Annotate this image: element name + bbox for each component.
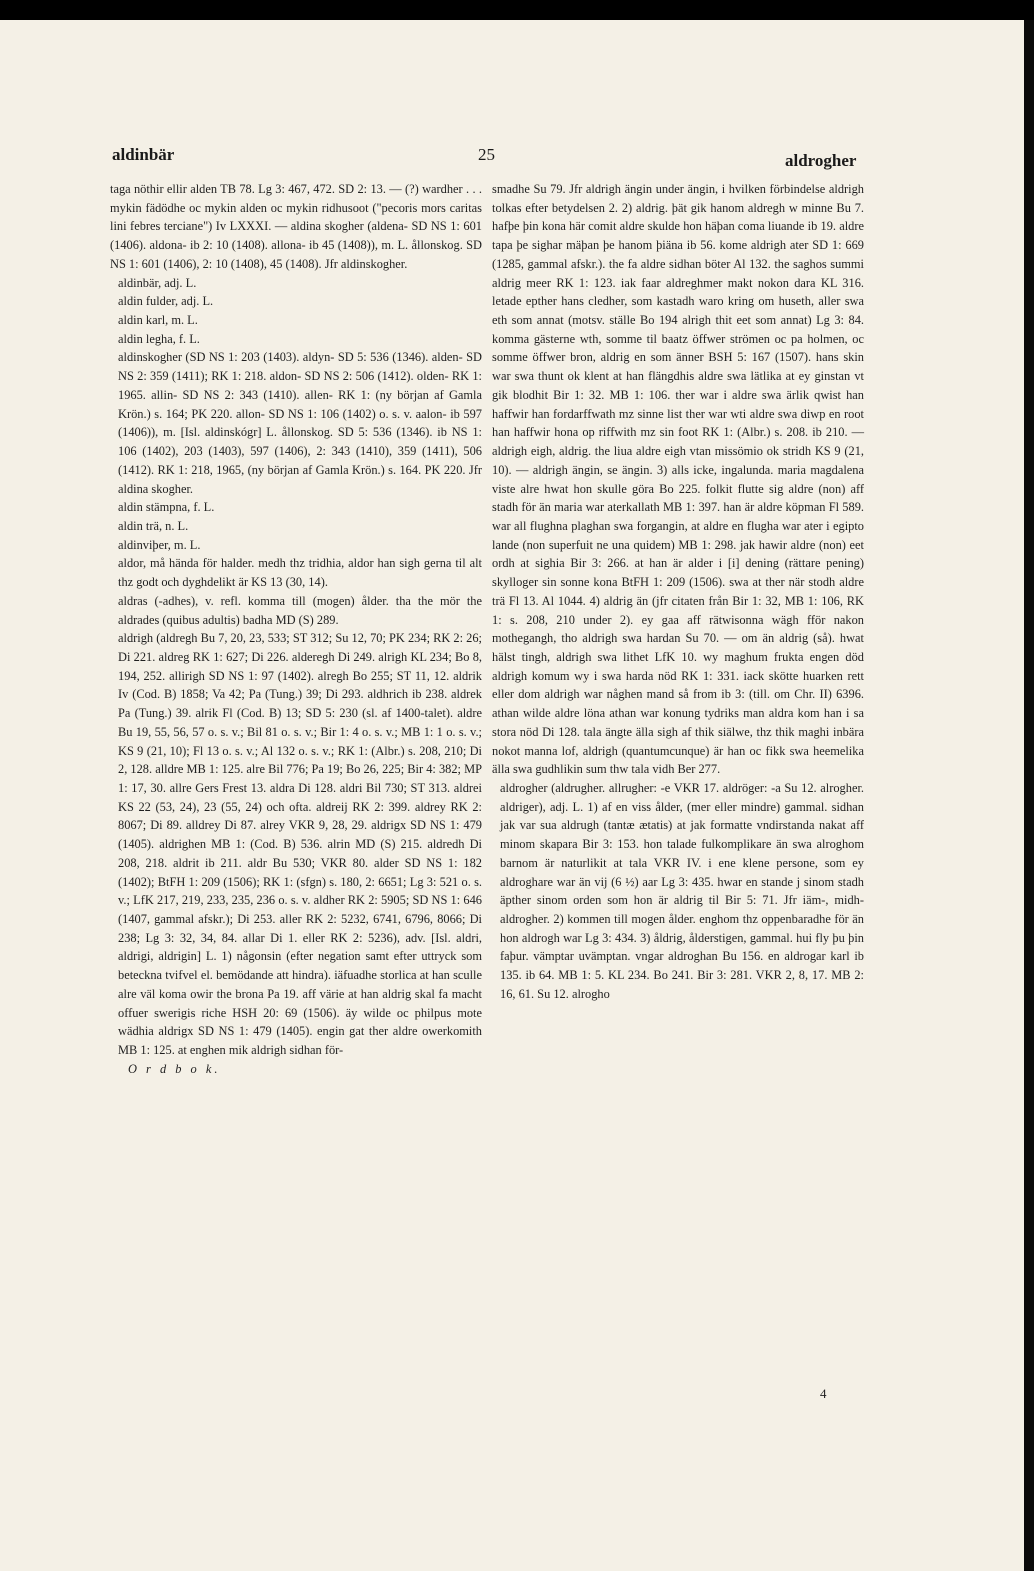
entry-aldrigh-continued: smadhe Su 79. Jfr aldrigh ängin under ängin, i hvilken förbindelse aldrigh tolkas efter betydelsen 2. 2) aldrig. þät gik hanom aldregh w minne Bu 7. hafþe þin kona här comit aldre skulde hon häþan coma liuande ib 19. aldre tapa þe sighar mäþan þe hanom þiäna ib 56. kome aldrigh ater SD 1: 669 (1285, gammal afskr.). the fa aldre sidhan böter Al 132. the saghos summi aldrig meer RK 1: 123. iak faar aldreghmer makt nokon dara KL 316. letade epther hans cledher, som kastadh waro kring om huseth, aller swa eth som annat (motsv. ställe Bo 194 alrigh thit eet som annat) Lg 3: 84. komma gästerne wth, somme til baatz öffwer strömen oc pa holmen, oc somme öffwer bron, aldrig en som änner BSH 5: 167 (1507). hans skin war swa thunt ok klent at han flängdhis aldre swa lätlika at ey ginstan vt gik blodhit Bir 1: 32. MB 1: 106. ther war i aldre swa ärlik qwist han haffwir han fordarffwath mz sinne list ther war wti aldre swa diwp en root han haffwir hona op riffwith mz sin foot RK 1: (Albr.) s. 208. ib 210. — aldrigh eigh, aldrig. the liua aldre eigh vtan missömio ok stridh KS 9 (21, 10). — aldrigh ängin, se ängin. 3) alls icke, ingalunda. maria magdalena viste alre hwat hon skulle göra Bo 225. folkit flutte sig aldre (non) aff stadh för än maria war aterkallath MB 1: 397. han är aldre köpman Fl 589. war all flughna plaghan swa forgangin, at aldre en flugha war ater i egipto lande (non superfuit ne una quidem) MB 1: 298. jak hawir aldre (non) eet ordh at sighia Bir 3: 266. at han är alder i [i] dening (rättare pening) skylloger sin sonne kona BtFH 1: 209 (1506). swa at ther när stodh aldre trä Fl 13. Al 1044. 4) aldrig än (jfr citaten från Bir 1: 32, MB 1: 106, RK 1: s. 208, 210 under 2). ey gaa aff rätwisonna wägh fför nakon mothegangh, tho aldrigh swa hardan Su 70. — om än aldrig (så). hwat hälst tingh, aldrigh swa lithet LfK 10. wy maghum frukta engen död aldrigh komum wy i swa harda nöd RK 1: 331. iack skötte huarken rett eller dom aldrigh war någhen mand så from ib 3: (till. om Chr. II) 6396. athan wilde aldre löna athan war konung tydriks man aldra kom han i sa stora nöd Di 128. tala ängte älla sigh af thik siälwe, thz thik maghi inbära nokot manna lof, aldrigh (quantumcunque) är han oc fikk swa heemelika älla swa gudhlikin sum thw tala vidh Ber 277. (492, 182, 864, 777)
entry-text: taga nöthir ellir alden TB 78. Lg 3: 467, 472. SD 2: 13. — (?) wardher . . . mykin fädödhe oc mykin alden oc mykin ridhusoot ("pecoris mors caritas lini febres terciane") Iv LXXXI. — aldina skogher (aldena- SD NS 1: 601 (1406). aldona- ib 2: 10 (1408). allona- ib 45 (1408)), m. L. ållonskog. SD NS 1: 601 (1406), 2: 10 (1408), 45 (1408). Jfr aldinskogher. (110, 182, 482, 271)
top-border (0, 0, 1034, 20)
entry-aldor: aldor, må hända för halder. medh thz tridhia, aldor han sigh gerna til alt thz godt och dyghdelikt är KS 13 (30, 14). (118, 556, 482, 590)
running-head-left: aldinbär (112, 145, 175, 164)
entry-aldras: aldras (-adhes), v. refl. komma till (mogen) ålder. tha the mör the aldrades (quibus adultis) badha MD (S) 289. (118, 593, 482, 627)
entry-aldin-fulder: aldin fulder, adj. L. (118, 294, 214, 309)
entry-aldin-karl: aldin karl, m. L. (118, 313, 198, 328)
entry-aldin-legha: aldin legha, f. L. (118, 331, 200, 346)
sheet-number: 4 (820, 1386, 827, 1401)
printer-signature: O r d b o k. (128, 1061, 221, 1076)
dictionary-page (0, 20, 1024, 1571)
page-number: 25 (478, 145, 495, 164)
entry-aldin-tra: aldin trä, n. L. (118, 518, 189, 533)
right-column (492, 180, 864, 1004)
left-column (110, 180, 482, 1079)
entry-aldinviper: aldinviþer, m. L. (118, 537, 201, 552)
running-head-right: aldrogher (785, 151, 857, 170)
entry-aldrigh: aldrigh (aldregh Bu 7, 20, 23, 533; ST 312; Su 12, 70; PK 234; RK 2: 26; Di 221. aldreg RK 1: 627; Di 226. alderegh Di 249. alrigh KL 234; Bo 8, 194, 252. allirigh SD NS 1: 97 (1402). alregh Bo 255; ST 11, 12. aldrik Iv (Cod. B) 1858; Va 42; Pa (Tung.) 39; Di 293. aldhrich ib 238. aldrek Pa (Tung.) 39. alrik Fl (Cod. B) 13; SD 5: 230 (sl. af 1400-talet). aldre Bu 19, 55, 56, 57 o. s. v.; Bil 81 o. s. v.; Bir 1: 4 o. s. v.; MB 1: 1 o. s. v.; KS 9 (21, 10); Fl 13 o. s. v.; Al 132 o. s. v.; RK 1: (Albr.) s. 208, 210; Di 2, 128. alldre MB 1: 125. alre Bil 776; Pa 19; Bo 26, 225; Bir 4: 382; MP 1: 17, 30. allre Gers Frest 13. aldra Di 128. aldri Bil 730; ST 313. aldrei KS 22 (53, 24), 23 (55, 24) och ofta. aldreij RK 2: 399. aldrey RK 2: 8067; Di 89. alldrey Di 87. alrey VKR 9, 28, 29. aldrigx SD NS 1: 479 (1405). aldrighen MB 1: (Cod. B) 536. alrin MD (S) 215. aldredh Di 208, 218. aldrit ib 211. aldr Bu 530; VKR 80. alder SD NS 1: 182 (1402); BtFH 1: 209 (1506); RK 1: (sfgn) s. 180, 2: 6651; Lg 3: 521 o. s. v.; LfK 217, 219, 233, 235, 236 o. s. v. aldher RK 2: 5905; SD NS 1: 646 (1407, gammal afskr.); Di 253. aller RK 2: 5232, 6741, 6796, 8066; Di 238; Lg 3: 32, 34, 84. allar Di 1. eller RK 2: 5236), adv. [Isl. aldri, aldrigi, aldrigin] L. 1) någonsin (efter negation samt efter uttryck som beteckna tvifvel el. bemödande att hindra). iäfuadhe storlica at han sculle alre väl koma owir the brona Pa 19. aff värie at han aldrig skal fa macht offuer swerigis riche HSH 20: 69 (1506). äy wilde oc philpus mote wädhia aldrigx SD NS 1: 479 (1405). engin gat ther aldre owerkomith MB 1: 125. at enghen mik aldrigh sidhan för- (118, 631, 482, 1058)
entry-aldrogher: aldrogher (aldrugher. allrugher: -e VKR 17. aldröger: -a Su 12. alrogher. aldriger), adj. L. 1) af en viss ålder, (mer eller mindre) gammal. sidhan jak var sua aldrugh (tantæ ætatis) at jak formatte vndirstanda nakat aff minom skapara Bir 3: 153. hon talade fulkomplikare än swa alroghom barnom är naturlikit at tala VKR IV. i ene klene persone, som ey aldroghare war än vij (6 ½) aar Lg 3: 435. hwar en stande j sinom stadh äpther sinom orden som hon är aldrig til Bir 5: 71. Jfr iäm-, midh-aldrogher. 2) kommen till mogen ålder. enghom thz oppenbaradhe för än hon aldrogh war Lg 3: 434. 3) åldrig, ålderstigen, gammal. hui fly þu þin faþur. vämptar uvämptan. vngar aldroghan Bu 156. en aldrogar karl ib 135. ib 64. MB 1: 5. KL 234. Bo 241. Bir 3: 281. VKR 2, 8, 17. MB 2: 16, 61. Su 12. alrogho (500, 781, 864, 1001)
entry-aldinskogher: aldinskogher (SD NS 1: 203 (1403). aldyn- SD 5: 536 (1346). alden- SD NS 2: 359 (1411); RK 1: 218. aldon- SD NS 2: 506 (1412). olden- RK 1: 1965. allin- SD NS 2: 343 (1410). allen- RK 1: (ny början af Gamla Krön.) s. 164; PK 220. allon- SD NS 1: 106 (1402) o. s. v. aalon- ib 597 (1406)), m. [Isl. aldinskógr] L. ållonskog. SD 5: 536 (1346). ib NS 1: 106 (1402), 203 (1403), 597 (1406), 2: 343 (1410), 359 (1411), 506 (1412). RK 1: 218, 1965, (ny början af Gamla Krön.) s. 164. PK 220. Jfr aldina skogher. (118, 350, 482, 496)
entry-aldin-stampna: aldin stämpna, f. L. (118, 500, 215, 515)
entry-aldinbar: aldinbär, adj. L. (118, 275, 197, 290)
right-border (1024, 20, 1034, 1571)
